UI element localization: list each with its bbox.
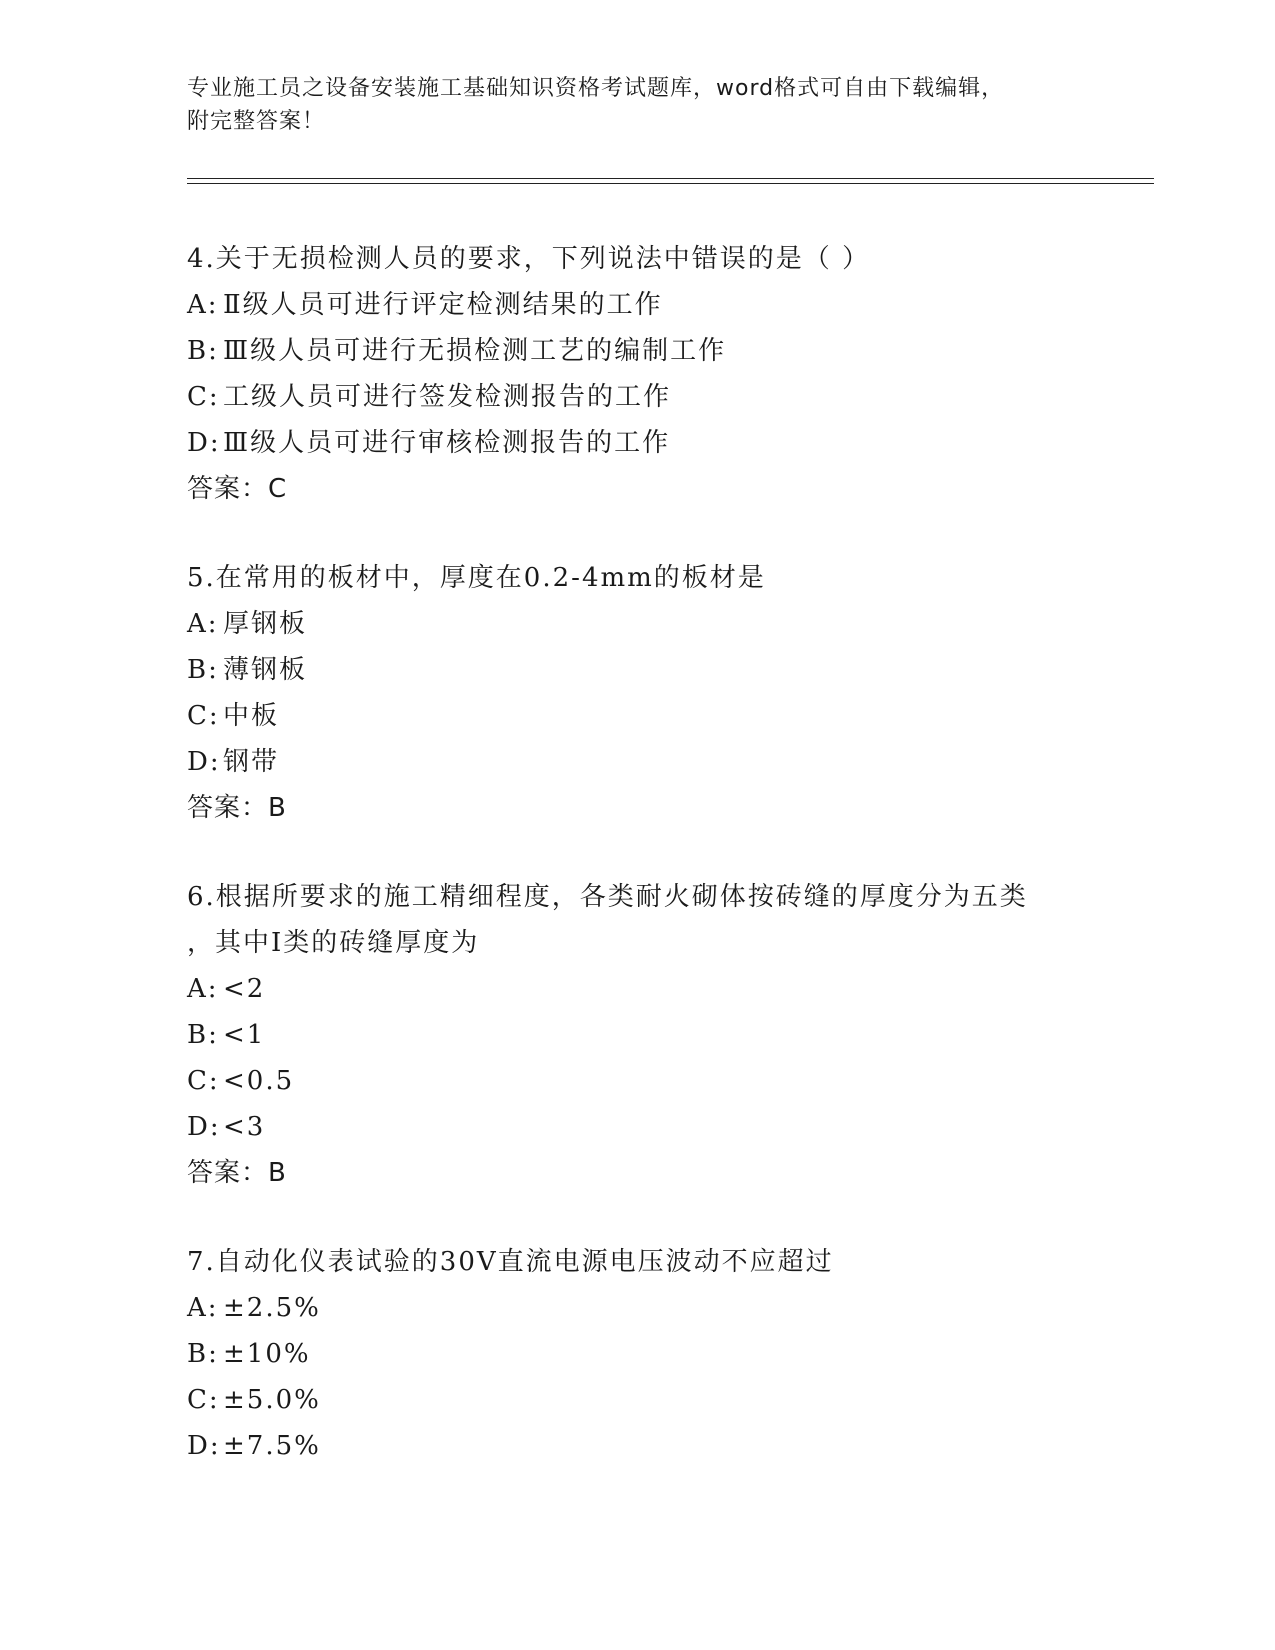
header-divider-top bbox=[187, 178, 1154, 179]
question-4 bbox=[187, 236, 1147, 512]
header-line-2: 附完整答案！ bbox=[187, 109, 326, 134]
option-b bbox=[187, 328, 1147, 374]
option-text: <2 bbox=[223, 974, 266, 1004]
option-letter: C: bbox=[187, 1066, 220, 1096]
answer-line: 答案：B bbox=[187, 793, 287, 823]
option-letter: A: bbox=[187, 1293, 219, 1323]
document-header bbox=[187, 72, 1087, 138]
question-5 bbox=[187, 555, 1147, 831]
option-letter: B: bbox=[187, 1339, 219, 1369]
answer-line: 答案：C bbox=[187, 474, 288, 504]
question-stem-line-1: 6.根据所要求的施工精细程度，各类耐火砌体按砖缝的厚度分为五类 bbox=[187, 882, 1028, 912]
option-b bbox=[187, 1331, 1147, 1377]
option-letter: C: bbox=[187, 1385, 220, 1415]
question-6 bbox=[187, 874, 1147, 1196]
option-letter: C: bbox=[187, 701, 220, 731]
option-text: 钢带 bbox=[223, 747, 280, 777]
question-stem: 5.在常用的板材中，厚度在0.2-4mm的板材是 bbox=[187, 563, 766, 593]
option-letter: D: bbox=[187, 747, 221, 777]
option-text: Ⅲ级人员可进行无损检测工艺的编制工作 bbox=[223, 336, 727, 366]
option-text: Ⅱ级人员可进行评定检测结果的工作 bbox=[223, 290, 663, 320]
option-text: <1 bbox=[223, 1020, 266, 1050]
option-d bbox=[187, 739, 1147, 785]
option-a bbox=[187, 966, 1147, 1012]
option-letter: D: bbox=[187, 1112, 221, 1142]
option-letter: B: bbox=[187, 1020, 219, 1050]
option-text: 工级人员可进行签发检测报告的工作 bbox=[223, 382, 672, 412]
option-text: ±2.5% bbox=[223, 1293, 321, 1323]
option-text: 中板 bbox=[223, 701, 280, 731]
option-b bbox=[187, 647, 1147, 693]
option-letter: D: bbox=[187, 1431, 221, 1461]
option-c bbox=[187, 374, 1147, 420]
question-stem-line-2: ，其中Ⅰ类的砖缝厚度为 bbox=[187, 928, 480, 958]
option-d bbox=[187, 1423, 1147, 1469]
option-text: ±10% bbox=[223, 1339, 311, 1369]
question-stem: 4.关于无损检测人员的要求，下列说法中错误的是（ ） bbox=[187, 244, 871, 274]
option-letter: B: bbox=[187, 336, 219, 366]
option-c bbox=[187, 1058, 1147, 1104]
option-text: ±7.5% bbox=[223, 1431, 321, 1461]
question-stem: 7.自动化仪表试验的30V直流电源电压波动不应超过 bbox=[187, 1247, 834, 1277]
option-d bbox=[187, 1104, 1147, 1150]
question-7 bbox=[187, 1239, 1147, 1469]
option-text: 厚钢板 bbox=[223, 609, 308, 639]
option-text: <3 bbox=[223, 1112, 266, 1142]
option-text: 薄钢板 bbox=[223, 655, 308, 685]
option-letter: C: bbox=[187, 382, 220, 412]
option-letter: A: bbox=[187, 974, 219, 1004]
option-a bbox=[187, 282, 1147, 328]
option-d bbox=[187, 420, 1147, 466]
option-c bbox=[187, 1377, 1147, 1423]
answer-line: 答案：B bbox=[187, 1158, 287, 1188]
option-text: <0.5 bbox=[223, 1066, 295, 1096]
header-divider-bottom bbox=[187, 183, 1154, 184]
option-a bbox=[187, 601, 1147, 647]
option-b bbox=[187, 1012, 1147, 1058]
option-a bbox=[187, 1285, 1147, 1331]
option-letter: A: bbox=[187, 609, 219, 639]
option-text: ±5.0% bbox=[223, 1385, 321, 1415]
header-line-1: 专业施工员之设备安装施工基础知识资格考试题库，word格式可自由下载编辑， bbox=[187, 76, 1005, 101]
option-letter: A: bbox=[187, 290, 219, 320]
option-letter: D: bbox=[187, 428, 221, 458]
option-text: Ⅲ级人员可进行审核检测报告的工作 bbox=[223, 428, 671, 458]
option-c bbox=[187, 693, 1147, 739]
option-letter: B: bbox=[187, 655, 219, 685]
